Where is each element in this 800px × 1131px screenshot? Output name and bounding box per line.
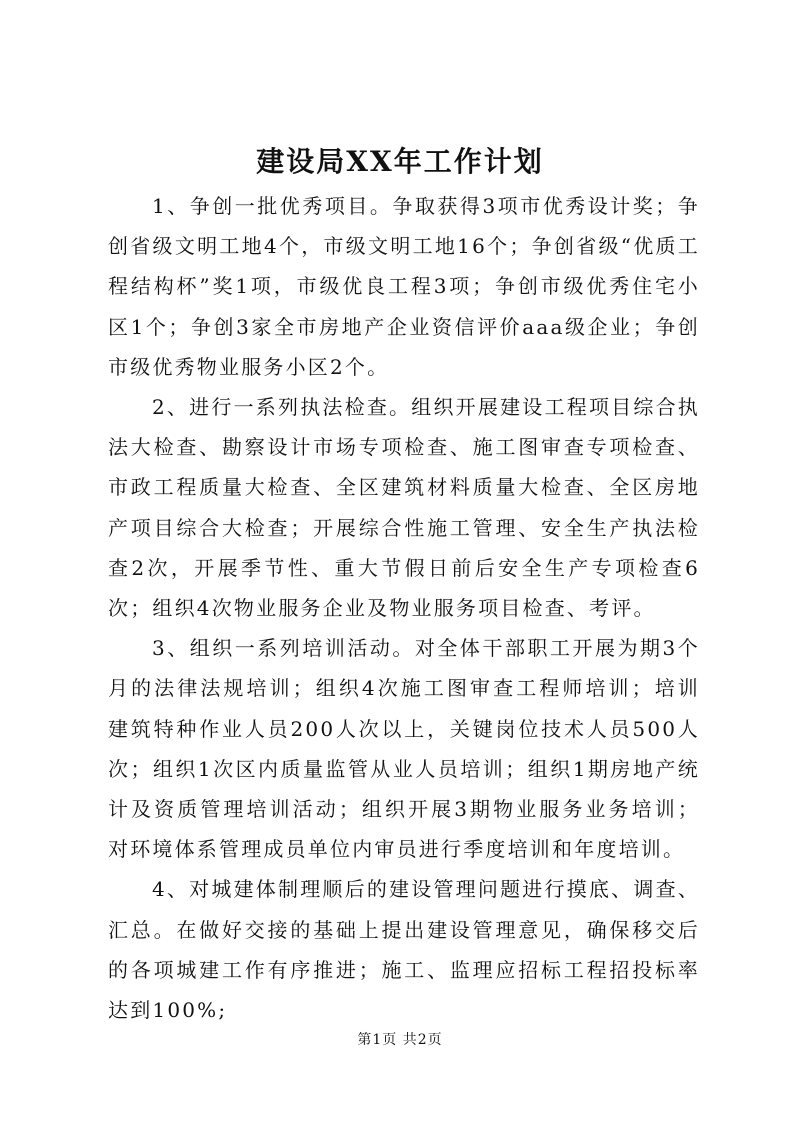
paragraph-3: 3、组织一系列培训活动。对全体干部职工开展为期3个月的法律法规培训；组织4次施工图审查工程师培训；培训建筑特种作业人员200人次以上，关键岗位技术人员500人次；组织1次区内质量监管从业人员培训；组织1期房地产统计及资质管理培训活动；组织开展3期物业服务业务培训；对环境体系管理成员单位内审员进行季度培训和年度培训。 — [108, 636, 700, 862]
paragraph-4: 4、对城建体制理顺后的建设管理问题进行摸底、调查、汇总。在做好交接的基础上提出建设管理意见，确保移交后的各项城建工作有序推进；施工、监理应招标工程招投标率达到100%; — [108, 877, 700, 1023]
paragraph-2: 2、进行一系列执法检查。组织开展建设工程项目综合执法大检查、勘察设计市场专项检查、施工图审查专项检查、市政工程质量大检查、全区建筑材料质量大检查、全区房地产项目综合大检查；开展综合性施工管理、安全生产执法检查2次，开展季节性、重大节假日前后安全生产专项检查6次；组织4次物业服务企业及物业服务项目检查、考评。 — [108, 395, 700, 621]
paragraph-1: 1、争创一批优秀项目。争取获得3项市优秀设计奖；争创省级文明工地4个，市级文明工地16个；争创省级“优质工程结构杯”奖1项，市级优良工程3项；争创市级优秀住宅小区1个；争创3家全市房地产企业资信评价aaa级企业；争创市级优秀物业服务小区2个。 — [108, 194, 700, 379]
document-body — [108, 186, 700, 1030]
page-number-footer: 第1页 共2页 — [357, 1032, 443, 1048]
document-title: 建设局XX年工作计划 — [256, 145, 544, 178]
